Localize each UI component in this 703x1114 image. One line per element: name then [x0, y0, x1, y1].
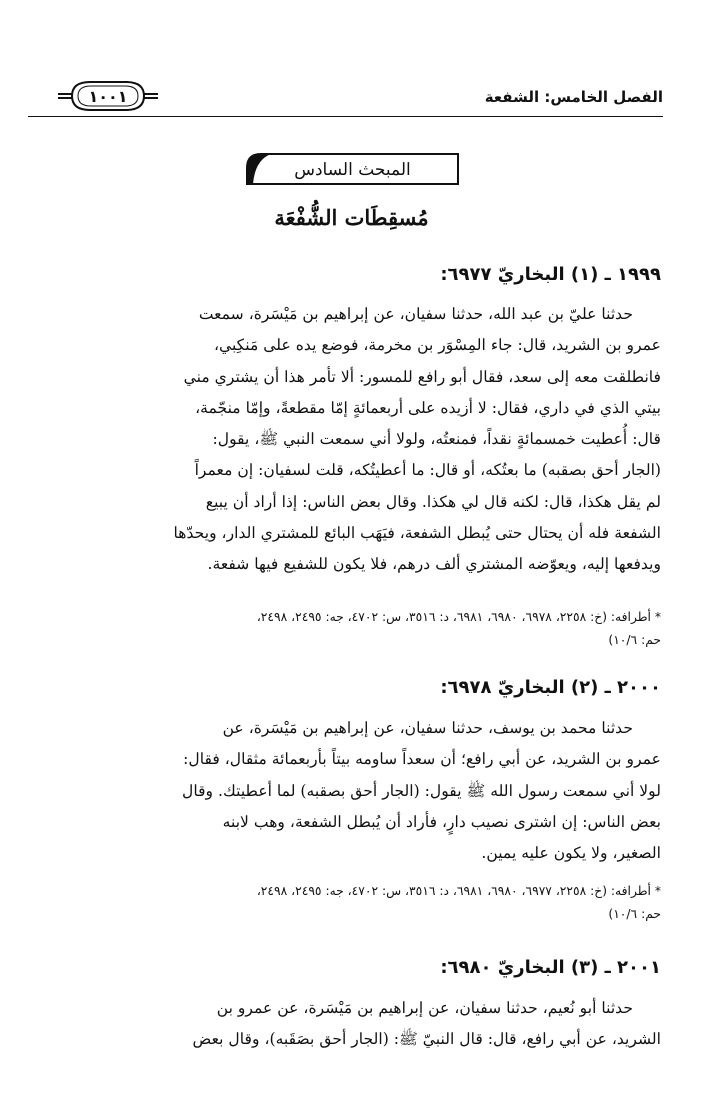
reference-line: حم: ١٠/٦)	[608, 633, 661, 647]
hadith-text	[40, 993, 661, 1056]
hadith-text	[40, 299, 661, 581]
hadith-heading: ١٩٩٩ ـ (١) البخاريّ ٦٩٧٧:	[440, 264, 661, 285]
text-line: حدثنا محمد بن يوسف، حدثنا سفيان، عن إبراهيم بن مَيْسَرة، عن	[222, 719, 633, 737]
running-header	[28, 88, 663, 118]
text-line: لم يقل هكذا، قال: لكنه قال لي هكذا. وقال بعض الناس: إذا أراد أن يبيع	[205, 492, 661, 511]
text-line: عمرو بن الشريد، قال: جاء المِسْوَر بن مخرمة، فوضع يده على مَنكِبي،	[213, 336, 661, 355]
text-line: قال: أُعطيت خمسمائةٍ نقداً، فمنعتُه، ولولا أني سمعت النبي ﷺ، يقول:	[212, 430, 661, 449]
section-title: مُسقِطَات الشُّفْعَة	[274, 205, 429, 230]
hadith-text	[40, 713, 661, 869]
reference-line: * أطرافه: (خ: ٢٢٥٨، ٦٩٧٧، ٦٩٨٠، ٦٩٨١، د: ٣٥١٦، س: ٤٧٠٢، جه: ٢٤٩٥، ٢٤٩٨،	[256, 884, 661, 898]
text-line: ويدفعها إليه، ويعوّضه المشتري ألف درهم، فلا يكون للشفيع فيها شفعة.	[207, 555, 661, 574]
text-line: حدثنا أبو نُعيم، حدثنا سفيان، عن إبراهيم بن مَيْسَرة، عن عمرو بن	[216, 999, 633, 1017]
text-line: الشفعة فله أن يحتال حتى يُبطل الشفعة، فيَهَب البائع للمشتري الدار، ويحدّها	[173, 524, 661, 543]
page-number-badge	[58, 78, 158, 114]
text-line: بيتي الذي في داري، فقال: لا أزيده على أربعمائةٍ إمّا مقطعةً، وإمّا منجّمة،	[195, 398, 661, 417]
text-line: فانطلقت معه إلى سعد، فقال أبو رافع للمسور: ألا تأمر هذا أن يشتري مني	[183, 367, 661, 386]
text-line: لولا أني سمعت رسول الله ﷺ يقول: (الجار أحق بصقبه) لما أعطيتك. وقال	[182, 781, 661, 800]
hadith-heading: ٢٠٠١ ـ (٣) البخاريّ ٦٩٨٠:	[440, 957, 661, 978]
text-line: (الجار أحق بصقبه) ما بعتُكه، أو قال: ما أعطيتُكه، قلت لسفيان: إن معمراً	[194, 461, 661, 480]
cross-references	[40, 606, 661, 652]
text-line: بعض الناس: إن اشترى نصيب دارٍ، فأراد أن يُبطل الشفعة، وهب لابنه	[222, 812, 661, 831]
header-rule	[28, 116, 663, 117]
section-label-box	[245, 152, 460, 186]
hadith-heading: ٢٠٠٠ ـ (٢) البخاريّ ٦٩٧٨:	[440, 677, 661, 698]
page-number: ١٠٠١	[88, 87, 128, 106]
text-line: عمرو بن الشريد، عن أبي رافع؛ أن سعداً ساومه بيتاً بأربعمائة مثقال، فقال:	[183, 750, 661, 769]
reference-line: * أطرافه: (خ: ٢٢٥٨، ٦٩٧٨، ٦٩٨٠، ٦٩٨١، د: ٣٥١٦، س: ٤٧٠٢، جه: ٢٤٩٥، ٢٤٩٨،	[256, 610, 661, 624]
chapter-title: الفصل الخامس: الشفعة	[484, 88, 663, 106]
cross-references	[40, 880, 661, 926]
section-label: المبحث السادس	[294, 160, 411, 180]
reference-line: حم: ١٠/٦)	[608, 907, 661, 921]
text-line: الصغير، ولا يكون عليه يمين.	[481, 844, 661, 863]
text-line: الشريد، عن أبي رافع، قال: قال النبيّ ﷺ: (الجار أحق بصَقَبه)، وقال بعض	[192, 1030, 661, 1049]
text-line: حدثنا عليّ بن عبد الله، حدثنا سفيان، عن إبراهيم بن مَيْسَرة، سمعت	[198, 305, 633, 323]
